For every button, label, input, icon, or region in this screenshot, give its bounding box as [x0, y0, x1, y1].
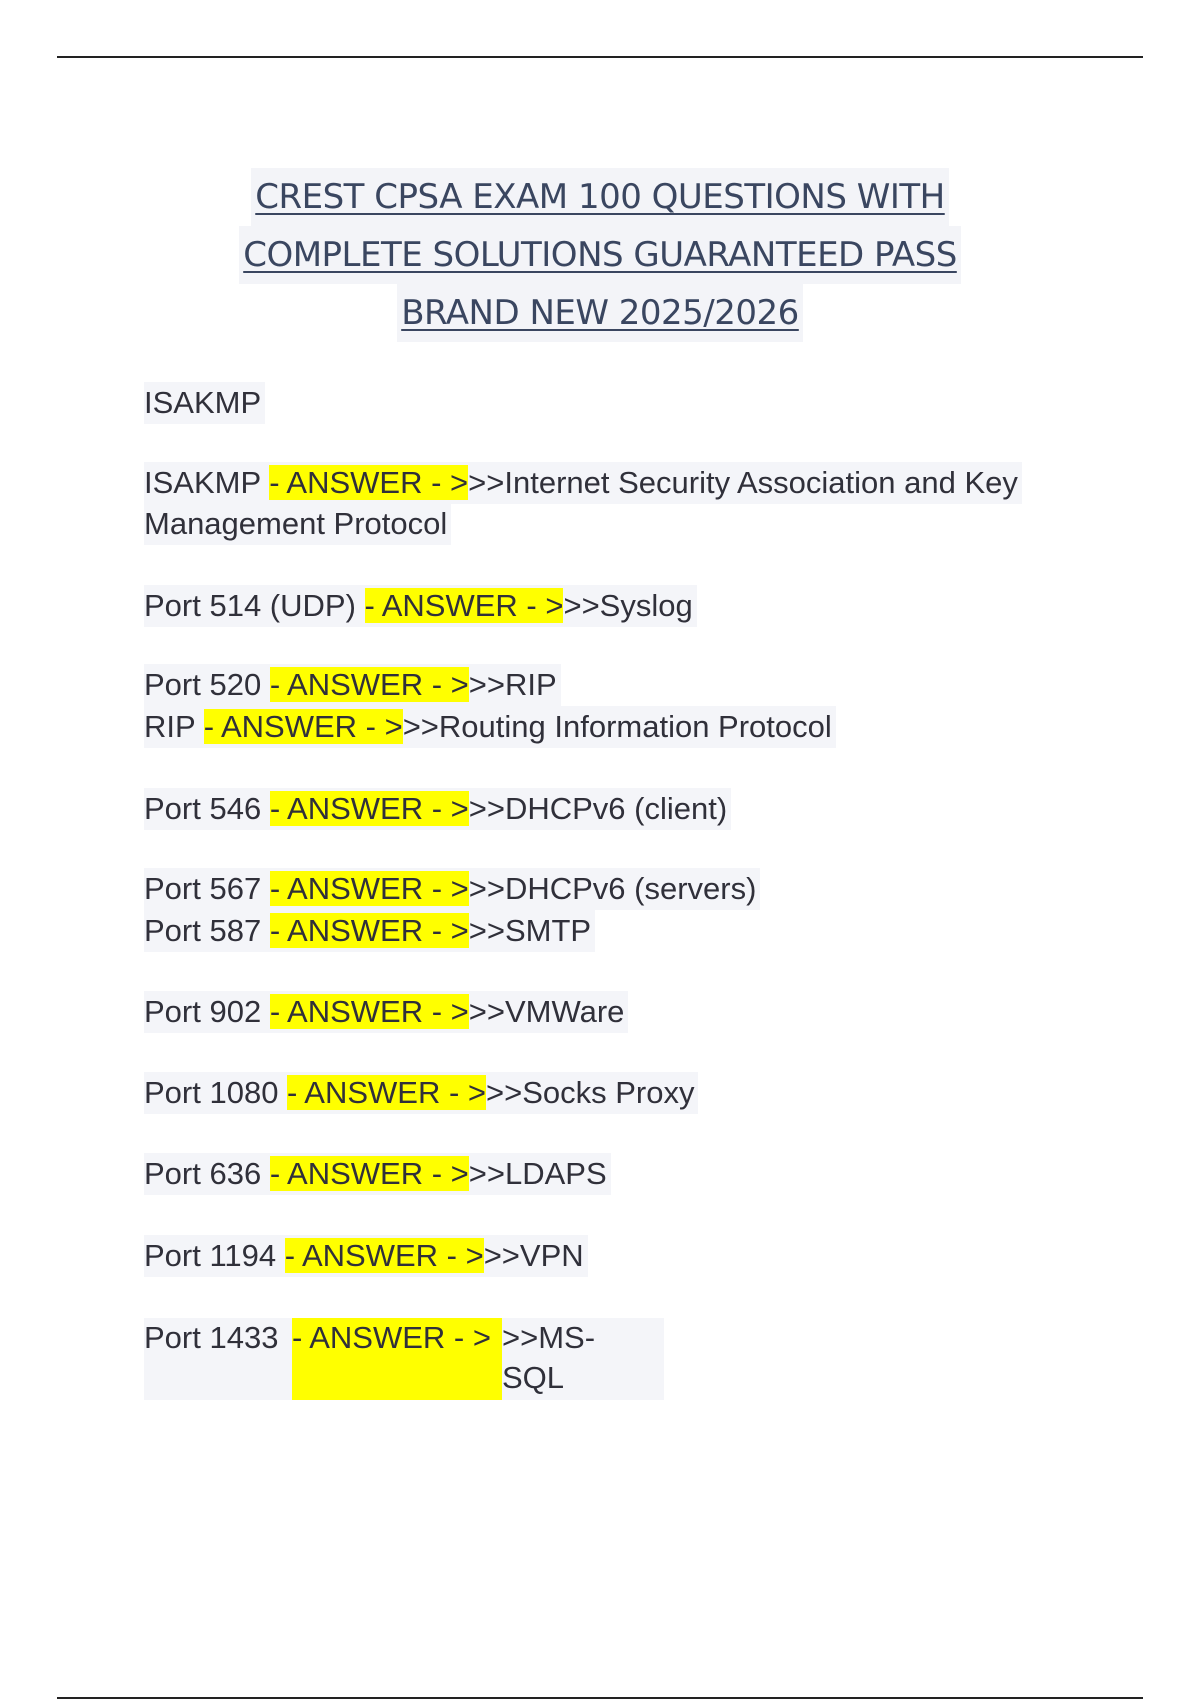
qa-entry-port-546 — [144, 788, 731, 830]
title-line-1: CREST CPSA EXAM 100 QUESTIONS WITH — [251, 168, 948, 226]
answer-marker: - ANSWER - > — [269, 791, 469, 826]
answer-marker: - ANSWER - > — [269, 994, 469, 1029]
answer-marker: - ANSWER - > — [364, 588, 564, 623]
answer-text: >>VPN — [483, 1238, 584, 1273]
answer-marker: - ANSWER - > — [269, 1156, 469, 1191]
qa-entry-isakmp-continued: Management Protocol — [144, 503, 451, 545]
answer-text: >>VMWare — [468, 994, 625, 1029]
qa-entry-port-1080 — [144, 1072, 698, 1114]
question-text: Port 1433 — [144, 1320, 279, 1355]
answer-text: >>DHCPv6 (client) — [468, 791, 728, 826]
document-title — [0, 168, 1200, 342]
qa-entry-rip — [144, 706, 836, 748]
qa-entry-port-902 — [144, 991, 628, 1033]
answer-text: >>Internet Security Association and Key — [468, 465, 1018, 500]
title-line-3: BRAND NEW 2025/2026 — [397, 284, 803, 342]
qa-entry-port-1433 — [144, 1318, 664, 1400]
answer-marker: - ANSWER - > — [269, 465, 469, 500]
qa-entry-port-567 — [144, 868, 760, 910]
qa-entry-port-636 — [144, 1153, 611, 1195]
answer-text: >>Socks Proxy — [486, 1075, 695, 1110]
answer-marker: - ANSWER - > — [287, 1075, 486, 1110]
answer-text — [502, 1318, 612, 1398]
answer-text: >>DHCPv6 (servers) — [468, 871, 757, 906]
answer-marker: - ANSWER - > — [284, 1238, 484, 1273]
qa-entry-port-587 — [144, 910, 595, 952]
question-text: Port 1080 — [144, 1075, 288, 1110]
question-text: Port 520 — [144, 667, 270, 702]
qa-entry-port-520 — [144, 664, 561, 706]
answer-marker: - ANSWER - > — [269, 667, 469, 702]
question-text: Port 546 — [144, 791, 270, 826]
title-line-2: COMPLETE SOLUTIONS GUARANTEED PASS — [239, 226, 961, 284]
answer-marker: - ANSWER - > — [292, 1320, 491, 1355]
answer-text: >>Routing Information Protocol — [402, 709, 832, 744]
answer-text: >>Syslog — [563, 588, 693, 623]
answer-marker: - ANSWER - > — [269, 913, 469, 948]
answer-text: >>SMTP — [468, 913, 592, 948]
bottom-rule — [57, 1697, 1143, 1699]
qa-entry-port-1194 — [144, 1235, 588, 1277]
question-text: ISAKMP — [144, 465, 270, 500]
top-rule — [57, 56, 1143, 58]
question-text: Port 567 — [144, 871, 270, 906]
question-text: Port 587 — [144, 913, 270, 948]
answer-text-line-1: >>MS- — [502, 1320, 596, 1355]
answer-text-line-2: SQL — [502, 1360, 565, 1395]
question-text: Port 636 — [144, 1156, 270, 1191]
question-text: Port 902 — [144, 994, 270, 1029]
answer-text: >>LDAPS — [468, 1156, 607, 1191]
question-text: Port 1194 — [144, 1238, 285, 1273]
question-text: RIP — [144, 709, 204, 744]
section-heading: ISAKMP — [144, 382, 265, 424]
answer-text: >>RIP — [468, 667, 557, 702]
question-text: Port 514 (UDP) — [144, 588, 365, 623]
answer-marker: - ANSWER - > — [203, 709, 403, 744]
qa-entry-isakmp — [144, 462, 1022, 504]
qa-entry-port-514 — [144, 585, 697, 627]
answer-marker: - ANSWER - > — [269, 871, 469, 906]
